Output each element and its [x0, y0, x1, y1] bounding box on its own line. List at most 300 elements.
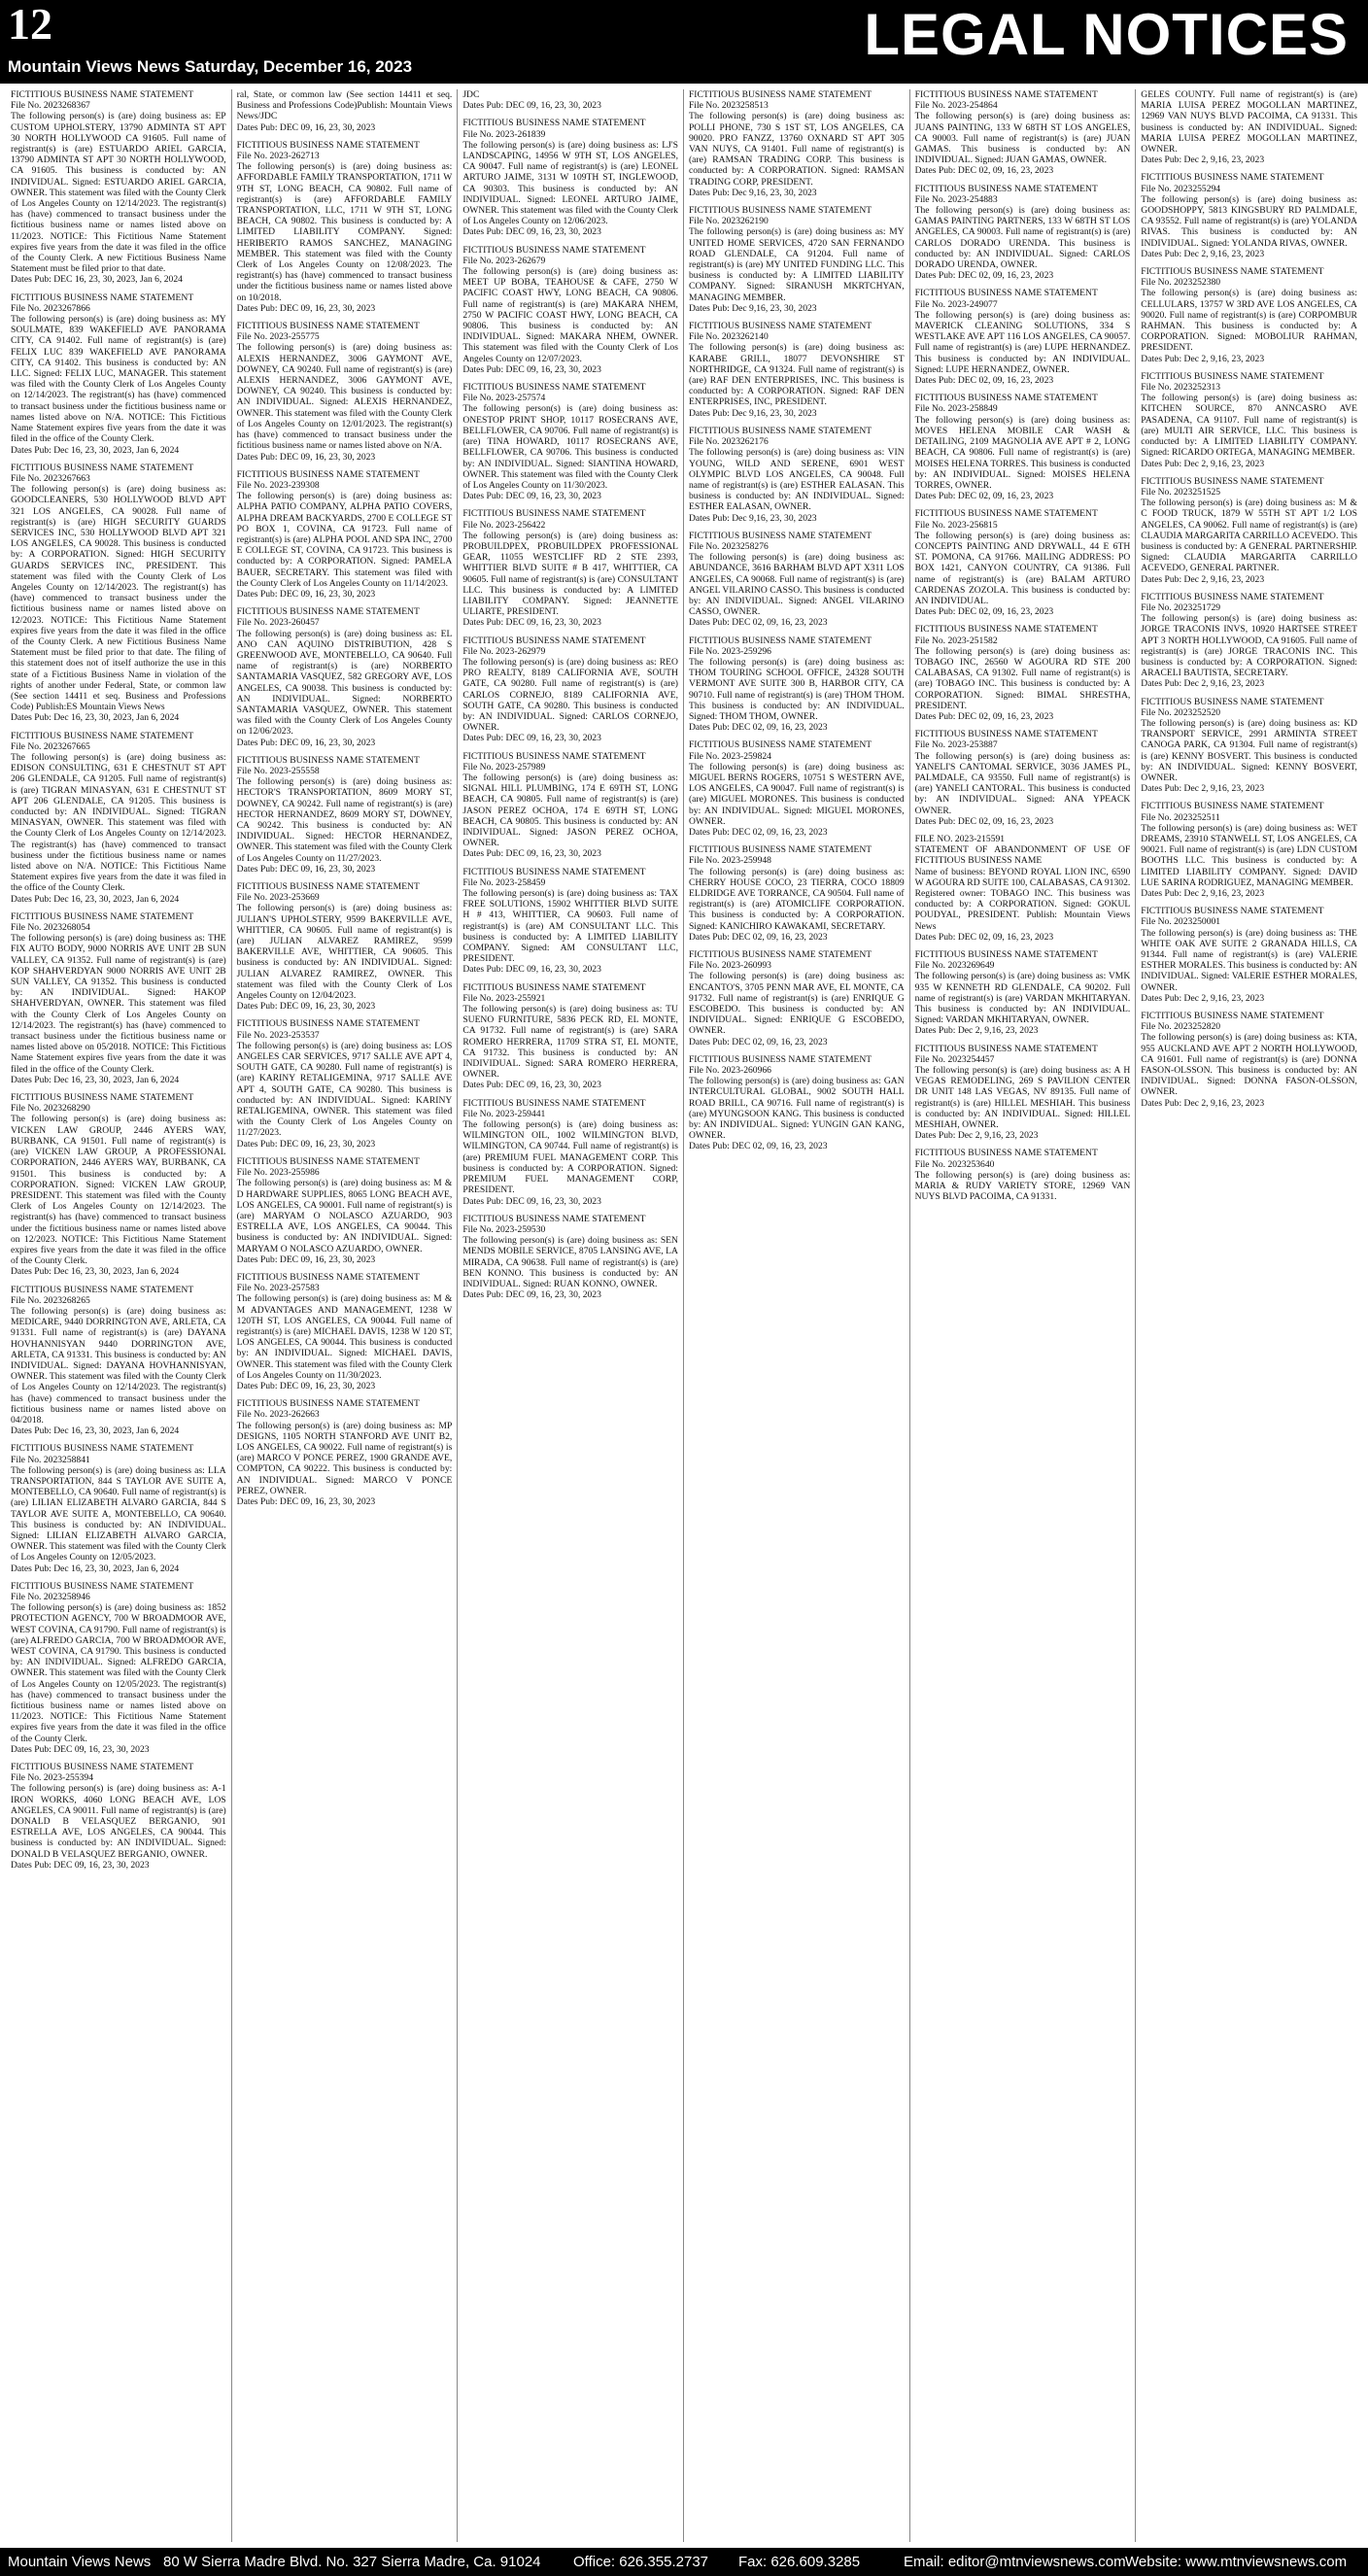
notice-body: The following person(s) is (are) doing business as: M & M ADVANTAGES AND MANAGEMENT, 1238 W 120TH ST, LOS ANGELES, CA 90044. Full name of registrant(s) is (are) MICHAEL DAVIS, 1238 W 120 ST, LOS ANGELES, CA 90044. This business is conducted by: AN INDIVIDUAL. Signed: MICHAEL DAVIS, OWNER. This statement was filed with the County Clerk of Los Angeles County on 11/30/2023. [236, 1293, 453, 1381]
notice-heading: FICTITIOUS BUSINESS NAME STATEMENT [462, 981, 646, 993]
notice-body: The following person(s) is (are) doing business as: M & D HARDWARE SUPPLIES, 8065 LONG BEACH AVE, LOS ANGELES, CA 90001. Full name of registrant(s) is (are) MARYAM O NOLASCO AZUARDO, 903 ESTRELLA AVE, LOS ANGELES, CA 90044. This business is conducted by: AN INDIVIDUAL. Signed: MARYAM O NOLASCO AZUARDO, OWNER. [236, 1178, 453, 1254]
notice-body: The following person(s) is (are) doing business as: JUANS PAINTING, 133 W 68TH ST LOS ANGELES, CA 90003. Full name of registrant(s) is (are) JUAN GAMAS. This business is conducted by: AN INDIVIDUAL. Signed: JUAN GAMAS, OWNER. [914, 111, 1131, 166]
notice-body: The following person(s) is (are) doing business as: ENCANTO'S, 3705 PENN MAR AVE, EL MONTE, CA 91732. Full name of registrant(s) is (are) ENRIQUE G ESCOBEDO. This business is conducted by: AN INDIVIDUAL. Signed: ENRIQUE G ESCOBEDO, OWNER. [688, 971, 905, 1037]
footer-publication: Mountain Views News [8, 2554, 152, 2570]
notice-file-number: File No. 2023267866 [11, 302, 90, 314]
notice-publication-dates: Dates Pub: Dec 16, 23, 30, 2023, Jan 6, 2024 [11, 1425, 180, 1437]
notice-publication-dates: Dates Pub: DEC 09, 16, 23, 30, 2023 [236, 302, 376, 314]
notice-body: The following person(s) is (are) doing business as: ALPHA PATIO COMPANY, ALPHA PATIO COVERS, ALPHA DREAM BACKYARDS, 2700 E COLLEGE ST PO BOX 1, COVINA, CA 91723. Full name of registrant(s) is (are) ALPHA POOL AND SPA INC, 2700 E COLLEGE ST, COVINA, CA 91723. This business is conducted by: A CORPORATION. Signed: PAMELA BAUER, SECRETARY. This statement was filed with the County Clerk of Los Angeles County on 11/14/2023. [236, 491, 453, 589]
notice-heading: FICTITIOUS BUSINESS NAME STATEMENT [11, 1762, 194, 1773]
notice-body: The following person(s) is (are) doing business as: MP DESIGNS, 1105 NORTH STANFORD AVE UNIT B2, LOS ANGELES, CA 90022. Full name of registrant(s) is (are) MARCO V PONCE PEREZ, 1900 GRANDE AVE, COMPTON, CA 90222. This business is conducted by: AN INDIVIDUAL. Signed: MARCO V PONCE PEREZ, OWNER. [236, 1420, 453, 1496]
legal-notice [462, 508, 678, 628]
notice-publication-dates: Dates Pub: DEC 02, 09, 16, 23, 2023 [914, 270, 1054, 282]
notice-file-number: File No. 2023-253537 [236, 1029, 320, 1041]
notice-body: The following person(s) is (are) doing business as: EP CUSTOM UPHOLSTERY, 13790 ADMINTA ST APT 30 NORTH HOLLYWOOD CA 91605. Full name of registrant(s) is (are) ESTUARDO ARIEL GARCIA, 13790 ADMINTA ST APT 30 NORTH HOLLYWOOD, CA 91605. This business is conducted by: AN INDIVIDUAL. Signed: ESTUARDO ARIEL GARCIA, OWNER. This statement was filed with the County Clerk of Los Angeles County on 12/14/2023. The registrant(s) has (have) commenced to transact business under the fictitious business name or names listed above on 11/2023. NOTICE: This Fictitious Name Statement expires five years from the date it was filed in the office of the County Clerk. A new Fictitious Business Name Statement must be filed prior to that date. [11, 111, 226, 275]
notice-heading: FICTITIOUS BUSINESS NAME STATEMENT [914, 624, 1098, 635]
notice-body: The following person(s) is (are) doing business as: MY UNITED HOME SERVICES, 4720 SAN FERNANDO ROAD GLENDALE, CA 91204. Full name of registrant(s) is (are) MY UNITED FUNDING LLC. This business is conducted by: A LIMITED LIABILITY COMPANY. Signed: SIRANUSH MKRTCHYAN, MANAGING MEMBER. [688, 226, 905, 303]
notice-file-number: File No. 2023-255558 [236, 765, 320, 776]
notice-body: The following person(s) is (are) doing business as: 1852 PROTECTION AGENCY, 700 W BROADMOOR AVE, WEST COVINA, CA 91790. Full name of registrant(s) is (are) ALFREDO GARCIA, 700 W BROADMOOR AVE, WEST COVINA, CA 91790. This business is conducted by: AN INDIVIDUAL. Signed: ALFREDO GARCIA, OWNER. This statement was filed with the County Clerk of Los Angeles County on 12/05/2023. The registrant(s) has (have) commenced to transact business under the fictitious business name or names listed above on 11/2023. NOTICE: This Fictitious Name Statement expires five years from the date it was filed in the office of the County Clerk. [11, 1602, 226, 1744]
notice-heading: FICTITIOUS BUSINESS NAME STATEMENT [688, 635, 872, 646]
notice-publication-dates: Dates Pub: Dec 2, 9,16, 23, 2023 [1141, 992, 1265, 1004]
notice-heading: FICTITIOUS BUSINESS NAME STATEMENT [1141, 172, 1324, 184]
notice-body: The following person(s) is (are) doing business as: TOBAGO INC, 26560 W AGOURA RD STE 200 CALABASAS, CA 91302. Full name of registrant(s) is (are) TOBAGO INC. This business is conducted by: A CORPORATION. Signed: BIMAL SHRESTHA, PRESIDENT. [914, 645, 1131, 711]
notice-publication-dates: Dates Pub: Dec 2, 9,16, 23, 2023 [1141, 888, 1265, 900]
notice-publication-dates: Dates Pub: DEC 09, 16, 23, 30, 2023 [236, 588, 376, 600]
notice-body: The following person(s) is (are) doing business as: JORGE TRACONIS INVS, 10920 HARTSEE STREET APT 3 NORTH HOLLYWOOD, CA 91605. Full name of registrant(s) is (are) JORGE TRACONIS INC. This business is conducted by: A CORPORATION. Signed: ARACELI BAUTISTA, SECRETARY. [1141, 613, 1357, 679]
legal-notice [462, 982, 678, 1091]
notice-publication-dates: Dates Pub: Dec 2, 9,16, 23, 2023 [1141, 1097, 1265, 1109]
notice-heading: FILE NO. 2023-215591 [914, 834, 1006, 844]
notice-file-number: STATEMENT OF ABANDONMENT OF USE OF FICTITIOUS BUSINESS NAME [914, 844, 1131, 867]
notice-heading: FICTITIOUS BUSINESS NAME STATEMENT [688, 89, 872, 100]
legal-notice [11, 1443, 226, 1573]
notice-file-number: File No. 2023262140 [688, 331, 769, 343]
notice-publication-dates: Dates Pub: Dec 16, 23, 30, 2023, Jan 6, 2024 [11, 1074, 180, 1085]
notice-heading: FICTITIOUS BUSINESS NAME STATEMENT [1141, 1011, 1324, 1022]
legal-notice [689, 739, 905, 838]
notice-column [684, 89, 910, 2542]
legal-notice [11, 1762, 226, 1871]
notice-heading: FICTITIOUS BUSINESS NAME STATEMENT [688, 321, 872, 332]
notice-publication-dates: Dates Pub: DEC 09, 16, 23, 30, 2023 [236, 1138, 376, 1150]
notice-file-number: File No. 2023-251582 [914, 635, 998, 646]
notice-body: The following person(s) is (are) doing business as: PROBUILDPEX, PROBUILDPEX PROFESSIONAL GEAR, 11055 WESTCLIFF RD 2 STE 2393, WHITTIER BLVD SUITE # B 417, WHITTIER, CA 90605. Full name of registrant(s) is (are) CONSULTANT LLC. This business is conducted by: A LIMITED LIABILITY COMPANY. Signed: JEANNETTE ULIARTE, PRESIDENT. [462, 530, 678, 618]
notice-file-number: File No. 2023-261839 [462, 128, 546, 140]
notice-heading: FICTITIOUS BUSINESS NAME STATEMENT [11, 730, 194, 741]
notice-heading: FICTITIOUS BUSINESS NAME STATEMENT [462, 244, 646, 256]
notice-heading: FICTITIOUS BUSINESS NAME STATEMENT [11, 1092, 194, 1104]
legal-notice [1141, 1011, 1357, 1109]
notice-publication-dates: Dates Pub: DEC 02, 09, 16, 23, 2023 [688, 827, 828, 838]
notice-heading: FICTITIOUS BUSINESS NAME STATEMENT [11, 1443, 194, 1455]
legal-notice [237, 881, 453, 1012]
notice-body: The following person(s) is (are) doing business as: ABUNDANCE, 3616 BARHAM BLVD APT X311 LOS ANGELES, CA 90068. Full name of registrant(s) is (are) ANGEL VILARINO CASSO. This business is conducted by: AN INDIVIDUAL. Signed: ANGEL VILARINO CASSO, OWNER. [688, 552, 905, 618]
notice-body: The following person(s) is (are) doing business as: LLA TRANSPORTATION, 844 S TAYLOR AVE SUITE A, MONTEBELLO, CA 90640. Full name of registrant(s) is (are) LILIAN ELIZABETH ALVARO GARCIA, 844 S TAYLOR AVE SUITE A, MONTEBELLO, CA 90640. This business is conducted by: AN INDIVIDUAL. Signed: LILIAN ELIZABETH ALVARO GARCIA, OWNER. This statement was filed with the County Clerk of Los Angeles County on 12/05/2023. [11, 1464, 226, 1563]
notice-file-number: File No. 2023-255986 [236, 1167, 320, 1179]
notice-heading: FICTITIOUS BUSINESS NAME STATEMENT [1141, 696, 1324, 707]
notice-body: The following person(s) is (are) doing business as: MIGUEL BERNS ROGERS, 10751 S WESTERN AVE, LOS ANGELES, CA 90047. Full name of registrant(s) is (are) MIGUEL MORONES. This business is conducted by: AN INDIVIDUAL. Signed: MIGUEL MORONES, OWNER. [688, 761, 905, 827]
notice-body: The following person(s) is (are) doing business as: HECTOR'S TRANSPORTATION, 8609 MORY ST, DOWNEY, CA 90242. Full name of registrant(s) is (are) HECTOR HERNANDEZ, 8609 MORY ST, DOWNEY, CA 90242. This business is conducted by: AN INDIVIDUAL. Signed: HECTOR HERNANDEZ, OWNER. This statement was filed with the County Clerk of Los Angeles County on 11/27/2023. [236, 776, 453, 864]
section-title: LEGAL NOTICES [864, 2, 1349, 67]
notice-heading: FICTITIOUS BUSINESS NAME STATEMENT [1141, 266, 1324, 278]
legal-notice [1141, 592, 1357, 690]
notice-publication-dates: Dates Pub: DEC 09, 16, 23, 30, 2023 [462, 226, 601, 238]
legal-notice [689, 949, 905, 1048]
legal-notice [11, 89, 226, 286]
notice-body: The following person(s) is (are) doing business as: GOODSHOPPY, 5813 KINGSBURY RD PALMDALE, CA 93552. Full name of registrant(s) is (are) YOLANDA RIVAS. This business is conducted by: AN INDIVIDUAL. Signed: YOLANDA RIVAS, OWNER. [1141, 193, 1357, 249]
notice-publication-dates: Dates Pub: Dec 16, 23, 30, 2023, Jan 6, 2024 [11, 1266, 180, 1278]
notice-body: The following person(s) is (are) doing business as: MY SOULMATE, 839 WAKEFIELD AVE PANORAMA CITY, CA 91402. Full name of registrant(s) is (are) FELIX LUC 839 WAKEFIELD AVE PANORAMA CITY, CA 91402. This business is conducted by: AN LLC. Signed: FELIX LUC, MANAGER. This statement was filed with the County Clerk of Los Angeles County on 12/14/2023. The registrant(s) has (have) commenced to transact business under the fictitious business name or names listed above on N/A. NOTICE: This Fictitious Name Statement expires five years from the date it was filed in the office of the County Clerk. [11, 314, 226, 445]
notice-file-number: File No. 2023268054 [11, 922, 90, 934]
notice-publication-dates: Dates Pub: DEC 16, 23, 30, 2023, Jan 6, 2024 [11, 274, 183, 286]
legal-notice [915, 508, 1131, 617]
legal-notice [237, 755, 453, 875]
notice-heading: FICTITIOUS BUSINESS NAME STATEMENT [688, 425, 872, 436]
issue-dateline: Mountain Views News Saturday, December 16, 2023 [8, 57, 413, 76]
legal-notice [462, 245, 678, 375]
notice-publication-dates: Dates Pub: DEC 09, 16, 23, 30, 2023 [462, 100, 601, 112]
legal-notice [462, 89, 678, 111]
notice-file-number: File No. 2023252313 [1141, 382, 1221, 394]
notice-publication-dates: Dates Pub: DEC 09, 16, 23, 30, 2023 [236, 1380, 376, 1391]
legal-notice [1141, 476, 1357, 585]
notice-heading: FICTITIOUS BUSINESS NAME STATEMENT [11, 462, 194, 473]
notice-body: JDC [462, 89, 480, 100]
notice-body: The following person(s) is (are) doing business as: JULIAN'S UPHOLSTERY, 9599 BAKERVILLE AVE, WHITTIER, CA 90605. Full name of registrant(s) is (are) JULIAN ALVAREZ RAMIREZ, 9599 BAKERVILLE AVE, WHITTIER, CA 90605. This business is conducted by: AN INDIVIDUAL. Signed: JULIAN ALVAREZ RAMIREZ, OWNER. This statement was filed with the County Clerk of Los Angeles County on 12/04/2023. [236, 903, 453, 1002]
legal-notice [237, 1156, 453, 1265]
notice-publication-dates: Dates Pub: Dec 9,16, 23, 30, 2023 [688, 407, 817, 419]
notice-body: The following person(s) is (are) doing business as: REO PRO REALTY, 8189 CALIFORNIA AVE, SOUTH GATE, CA 90280. Full name of registrant(s) is (are) CARLOS CORNEJO, 8189 CALIFORNIA AVE, SOUTH GATE, CA 90280. This business is conducted by: AN INDIVIDUAL. Signed: CARLOS CORNEJO, OWNER. [462, 656, 678, 734]
notice-publication-dates: Dates Pub: DEC 09, 16, 23, 30, 2023 [462, 964, 601, 976]
notice-publication-dates: Dates Pub: DEC 09, 16, 23, 30, 2023 [462, 733, 601, 744]
notice-file-number: File No. 2023-262679 [462, 255, 546, 266]
notice-file-number: File No. 2023-260993 [688, 960, 771, 972]
notice-heading: FICTITIOUS BUSINESS NAME STATEMENT [914, 729, 1098, 740]
legal-notice [462, 382, 678, 501]
legal-notice [1141, 371, 1357, 469]
notice-heading: FICTITIOUS BUSINESS NAME STATEMENT [236, 881, 420, 893]
legal-notice [915, 184, 1131, 282]
notice-publication-dates: Dates Pub: DEC 09, 16, 23, 30, 2023 [462, 848, 601, 860]
notice-file-number: File No. 2023252380 [1141, 277, 1221, 289]
legal-notice [689, 844, 905, 943]
legal-notice [915, 89, 1131, 177]
legal-notice [237, 140, 453, 314]
notice-body: The following person(s) is (are) doing business as: VMK 935 W KENNETH RD GLENDALE, CA 90202. Full name of registrant(s) is (are) VARDAN MKHITARYAN. This business is conducted by: AN INDIVIDUAL. Signed: VARDAN MKHITARYAN, OWNER. [914, 971, 1131, 1026]
notice-file-number: File No. 2023253640 [914, 1158, 995, 1170]
notices-columns [6, 89, 1362, 2542]
notice-body: Name of business: BEYOND ROYAL LION INC, 6590 W AGOURA RD SUITE 100, CALABASAS, CA 91302. Registered owner: TOBAGO INC. This business was conducted by: A CORPORATION. Signed: GOKUL POUDYAL, PRESIDENT. Publish: Mountain Views News [914, 866, 1131, 932]
notice-heading: FICTITIOUS BUSINESS NAME STATEMENT [688, 530, 872, 541]
notice-file-number: File No. 2023-259824 [688, 750, 771, 762]
notice-file-number: File No. 2023-255921 [462, 992, 546, 1004]
notice-heading: FICTITIOUS BUSINESS NAME STATEMENT [914, 949, 1098, 961]
legal-notice [915, 1148, 1131, 1202]
notice-file-number: File No. 2023269649 [914, 960, 995, 972]
legal-notice [11, 1285, 226, 1437]
notice-publication-dates: Dates Pub: Dec 2, 9,16, 23, 2023 [1141, 248, 1265, 259]
notice-heading: FICTITIOUS BUSINESS NAME STATEMENT [236, 1018, 420, 1030]
legal-notice [462, 1098, 678, 1207]
notice-body: The following person(s) is (are) doing business as: WET DREAMS, 23910 STANWELL ST, LOS ANGELES, CA 90021. Full name of registrant(s) is (are) LDN CUSTOM BOOTHS LLC. This business is conducted by: A LIMITED LIABILITY COMPANY. Signed: DAVID LUE SARINA RODRIGUEZ, MANAGING MEMBER. [1141, 822, 1357, 888]
legal-notice [11, 731, 226, 905]
notice-heading: FICTITIOUS BUSINESS NAME STATEMENT [688, 949, 872, 961]
notice-heading: FICTITIOUS BUSINESS NAME STATEMENT [1141, 801, 1324, 812]
legal-notice [689, 426, 905, 524]
notice-file-number: File No. 2023250001 [1141, 916, 1221, 928]
notice-publication-dates: Dates Pub: DEC 09, 16, 23, 30, 2023 [462, 1289, 601, 1301]
masthead [0, 0, 1368, 84]
notice-publication-dates: Dates Pub: DEC 02, 09, 16, 23, 2023 [688, 722, 828, 734]
notice-column [1136, 89, 1362, 2542]
notice-publication-dates: Dates Pub: Dec 16, 23, 30, 2023, Jan 6, 2024 [11, 712, 180, 724]
legal-notice [11, 1092, 226, 1277]
legal-notice [11, 292, 226, 456]
notice-heading: FICTITIOUS BUSINESS NAME STATEMENT [11, 292, 194, 303]
notice-publication-dates: Dates Pub: DEC 09, 16, 23, 30, 2023 [462, 617, 601, 629]
notice-file-number: File No. 2023-257574 [462, 393, 546, 404]
notice-file-number: File No. 2023-262713 [236, 151, 320, 162]
notice-body: The following person(s) is (are) doing business as: THE FIX AUTO BODY, 9000 NORRIS AVE UNIT 2B SUN VALLEY, CA 91352. Full name of registrant(s) is (are) KOP SHAHVERDYAN 9000 NORRIS AVE UNIT 2B SUN VALLEY, CA 91352. This business is conducted by: AN INDIVIDUAL. Signed: HAKOP SHAHVERDYAN, OWNER. This statement was filed with the County Clerk of Los Angeles County on 12/14/2023. The registrant(s) has (have) commenced to transact business under the fictitious business name or names listed above on 05/2018. NOTICE: This Fictitious Name Statement expires five years from the date it was filed in the office of the County Clerk. [11, 933, 226, 1075]
notice-heading: FICTITIOUS BUSINESS NAME STATEMENT [688, 1053, 872, 1065]
notice-body: The following person(s) is (are) doing business as: CHERRY HOUSE COCO, 23 TIERRA, COCO 18809 ELDRIDGE AVE TORRANCE, CA 90504. Full name of registrant(s) is (are) ATOMICLIFE CORPORATION. This business is conducted by: A CORPORATION. Signed: KANICHIRO KAWAKAMI, SECRETARY. [688, 866, 905, 932]
notice-body: The following person(s) is (are) doing business as: AFFORDABLE FAMILY TRANSPORTATION, 1711 W 9TH ST, LONG BEACH, CA 90802. Full name of registrant(s) is (are) AFFORDABLE FAMILY TRANSPORTATION, LLC, 1711 W 9TH ST, LONG BEACH, CA 90802. This business is conducted by: A LIMITED LIABILITY COMPANY. Signed: HERIBERTO RAMOS SANCHEZ, MANAGING MEMBER. This statement was filed with the County Clerk of Los Angeles County on 12/08/2023. The registrant(s) has (have) commenced to transact business under the fictitious business name or names listed above on 10/2018. [236, 161, 453, 303]
notice-body: The following person(s) is (are) doing business as: POLLI PHONE, 730 S 1ST ST, LOS ANGELES, CA 90020. PRO FANZZ, 13760 OXNARD ST APT 305 VAN NUYS, CA 91401. Full name of registrant(s) is (are) RAMSAN TRADING CORP. This business is conducted by: A CORPORATION. Signed: RAMSAN TRADING CORP, PRESIDENT. [688, 111, 905, 188]
legal-notice [1141, 89, 1357, 165]
notice-publication-dates: Dates Pub: DEC 02, 09, 16, 23, 2023 [914, 491, 1054, 502]
notice-heading: FICTITIOUS BUSINESS NAME STATEMENT [1141, 591, 1324, 602]
notice-file-number: File No. 2023-260966 [688, 1065, 771, 1077]
notice-heading: FICTITIOUS BUSINESS NAME STATEMENT [688, 205, 872, 217]
notice-file-number: File No. 2023255294 [1141, 183, 1221, 194]
notice-body: The following person(s) is (are) doing business as: TAX FREE SOLUTIONS, 15902 WHITTIER BLVD SUITE H # 413, WHITTIER, CA 90603. Full name of registrant(s) is (are) AM CONSULTANT LLC. This business is conducted by: A LIMITED LIABILITY COMPANY. Signed: AM CONSULTANT LLC, PRESIDENT. [462, 888, 678, 965]
notice-file-number: File No. 2023-262663 [236, 1409, 320, 1421]
footer-office-phone: Office: 626.355.2737 [573, 2554, 708, 2570]
legal-notice [689, 89, 905, 198]
notice-publication-dates: Dates Pub: DEC 02, 09, 16, 23, 2023 [914, 710, 1054, 722]
notice-heading: FICTITIOUS BUSINESS NAME STATEMENT [236, 1271, 420, 1283]
notice-heading: FICTITIOUS BUSINESS NAME STATEMENT [914, 183, 1098, 194]
notice-heading: FICTITIOUS BUSINESS NAME STATEMENT [11, 910, 194, 922]
legal-notice [915, 834, 1131, 943]
notice-body: The following person(s) is (are) doing business as: MEDICARE, 9440 DORRINGTON AVE, ARLETA, CA 91331. Full name of registrant(s) is (are) DAYANA HOVHANNISYAN 9440 DORRINGTON AVE, ARLETA, CA 91331. This business is conducted by: AN INDIVIDUAL. Signed: DAYANA HOVHANNISYAN, OWNER. This statement was filed with the County Clerk of Los Angeles County on 12/14/2023. The registrant(s) has (have) commenced to transact business under the fictitious business name or names listed above on 04/2018. [11, 1305, 226, 1425]
notice-publication-dates: Dates Pub: DEC 02, 09, 16, 23, 2023 [914, 815, 1054, 827]
notice-publication-dates: Dates Pub: DEC 02, 09, 16, 23, 2023 [688, 1036, 828, 1048]
legal-notice [915, 288, 1131, 386]
notice-heading: FICTITIOUS BUSINESS NAME STATEMENT [11, 89, 194, 100]
notice-publication-dates: Dates Pub: DEC 02, 09, 16, 23, 2023 [914, 606, 1054, 618]
notice-body: The following person(s) is (are) doing business as: THE WHITE OAK AVE SUITE 2 GRANADA HILLS, CA 91344. Full name of registrant(s) is (are) VALERIE ESTHER MORALES. This business is conducted by: AN INDIVIDUAL. Signed: VALERIE ESTHER MORALES, OWNER. [1141, 927, 1357, 993]
notice-body: The following person(s) is (are) doing business as: LJ'S LANDSCAPING, 14956 W 9TH ST, LOS ANGELES, CA 90047. Full name of registrant(s) is (are) LEONEL ARTURO JAIME, 3131 W 109TH ST, INGLEWOOD, CA 90303. This business is conducted by: AN INDIVIDUAL. Signed: LEONEL ARTURO JAIME, OWNER. This statement was filed with the County Clerk of Los Angeles County on 12/06/2023. [462, 139, 678, 227]
footer-email: Email: editor@mtnviewsnews.com [904, 2554, 1126, 2570]
notice-publication-dates: Dates Pub: DEC 02, 09, 16, 23, 2023 [688, 1141, 828, 1152]
notice-column [910, 89, 1137, 2542]
legal-notice [915, 393, 1131, 501]
legal-notice [1141, 906, 1357, 1004]
notice-file-number: File No. 2023-259948 [688, 855, 771, 867]
notice-heading: FICTITIOUS BUSINESS NAME STATEMENT [914, 288, 1098, 299]
notice-heading: FICTITIOUS BUSINESS NAME STATEMENT [1141, 370, 1324, 382]
legal-notice [915, 1044, 1131, 1142]
notice-body: The following person(s) is (are) doing business as: VICKEN LAW GROUP, 2446 AYERS WAY, BURBANK, CA 91501. Full name of registrant(s) is (are) VICKEN LAW GROUP, A PROFESSIONAL CORPORATION, 2446 AYERS WAY, BURBANK, CA 91501. This business is conducted by: A CORPORATION. Signed: VICKEN LAW GROUP, PRESIDENT. This statement was filed with the County Clerk of Los Angeles County on 12/14/2023. The registrant(s) has (have) commenced to transact business under the fictitious business name or names listed above on 12/2023. NOTICE: This Fictitious Name Statement expires five years from the date it was filed in the office of the County Clerk. [11, 1114, 226, 1267]
notice-publication-dates: Dates Pub: DEC 09, 16, 23, 30, 2023 [236, 451, 376, 463]
notice-heading: FICTITIOUS BUSINESS NAME STATEMENT [236, 1398, 420, 1410]
notice-publication-dates: Dates Pub: Dec 9,16, 23, 30, 2023 [688, 512, 817, 524]
notice-file-number: File No. 2023262176 [688, 436, 769, 448]
notice-body: The following person(s) is (are) doing business as: KTA, 955 AUCKLAND AVE APT 2 NORTH HOLLYWOOD, CA 91601. Full name of registrant(s) is (are) DONNA FASON-OLSSON. This business is conducted by: AN INDIVIDUAL. Signed: DONNA FASON-OLSSON, OWNER. [1141, 1032, 1357, 1098]
notice-heading: FICTITIOUS BUSINESS NAME STATEMENT [11, 1284, 194, 1295]
legal-notice [462, 118, 678, 237]
notice-file-number: File No. 2023258276 [688, 540, 769, 552]
notice-file-number: File No. 2023262190 [688, 216, 769, 227]
notice-heading: FICTITIOUS BUSINESS NAME STATEMENT [1141, 906, 1324, 917]
legal-notice [689, 531, 905, 629]
legal-notice [1141, 172, 1357, 259]
notice-heading: FICTITIOUS BUSINESS NAME STATEMENT [462, 382, 646, 394]
notice-body: The following person(s) is (are) doing business as: EDISON CONSULTING, 631 E CHESTNUT ST APT 206 GLENDALE, CA 91205. Full name of registrant(s) is (are) TIGRAN MINASYAN, 631 E CHESTNUT ST APT 206 GLENDALE, CA 91205. This business is conducted by: AN INDIVIDUAL. Signed: TIGRAN MINASYAN, OWNER. This statement was filed with the County Clerk of Los Angeles County on 12/14/2023. The registrant(s) has (have) commenced to transact business under the fictitious business name or names listed above on N/A. NOTICE: This Fictitious Name Statement expires five years from the date it was filed in the office of the County Clerk. [11, 751, 226, 894]
notice-heading: FICTITIOUS BUSINESS NAME STATEMENT [462, 1097, 646, 1109]
notice-publication-dates: Dates Pub: DEC 09, 16, 23, 30, 2023 [462, 1080, 601, 1091]
legal-notice [462, 635, 678, 744]
notice-body: The following person(s) is (are) doing business as: A H VEGAS REMODELING, 269 S PAVILION CENTER DR UNIT 148 LAS VEGAS, NV 89135. Full name of registrant(s) is (are) HILLEL MESHIAH. This business is conducted by: AN INDIVIDUAL. Signed: HILLEL MESHIAH, OWNER. [914, 1065, 1131, 1131]
notice-body: The following person(s) is (are) doing business as: M & C FOOD TRUCK, 1879 W 55TH ST APT 1/2 LOS ANGELES, CA 90062. Full name of registrant(s) is (are) CLAUDIA MARGARITA CARRILLO ACEVEDO. This business is conducted by: A GENERAL PARTNERSHIP. Signed: CLAUDIA MARGARITA CARRILLO ACEVEDO, GENERAL PARTNER. [1141, 498, 1357, 574]
notice-file-number: File No. 2023-249077 [914, 298, 998, 310]
notice-body: The following person(s) is (are) doing business as: A-1 IRON WORKS, 4060 LONG BEACH AVE, LOS ANGELES, CA 90011. Full name of registrant(s) is (are) DONALD B VELASQUEZ BERGANIO, 901 ESTRELLA AVE, LOS ANGELES, CA 90044. This business is conducted by: AN INDIVIDUAL. Signed: DONALD B VELASQUEZ BERGANIO, OWNER. [11, 1783, 226, 1860]
legal-notice [462, 751, 678, 860]
notice-heading: FICTITIOUS BUSINESS NAME STATEMENT [462, 118, 646, 129]
notice-publication-dates: Dates Pub: Dec 2, 9,16, 23, 2023 [1141, 353, 1265, 364]
notice-file-number: File No. 2023-255775 [236, 331, 320, 343]
notice-file-number: File No. 2023251525 [1141, 486, 1221, 498]
notice-file-number: File No. 2023252511 [1141, 811, 1220, 823]
notice-file-number: File No. 2023-259296 [688, 645, 771, 657]
notice-file-number: File No. 2023-256422 [462, 519, 546, 531]
notice-file-number: File No. 2023-239308 [236, 479, 320, 491]
notice-body: The following person(s) is (are) doing business as: CONCEPTS PAINTING AND DRYWALL, 44 E 6TH ST. POMONA, CA 91766. MAILING ADDRESS: PO BOX 1421, CANYON COUNTRY, CA 91386. Full name of registrant(s) is (are) BALAM ARTURO CARDENAS ZOZOLA. This business is conducted by: AN INDIVIDUAL. [914, 530, 1131, 606]
notice-body: The following person(s) is (are) doing business as: GOODCLEANERS, 530 HOLLYWOOD BLVD APT 321 LOS ANGELES, CA 90028. Full name of registrant(s) is (are) HIGH SECURITY GUARDS SERVICES INC, 530 HOLLYWOOD BLVD APT 321 LOS ANGELES, CA 90028. This business is conducted by: A CORPORATION. Signed: HIGH SECURITY GUARDS SERVICES INC, PRESIDENT. This statement was filed with the County Clerk of Los Angeles County on 12/14/2023. The registrant(s) has (have) commenced to transact business under the fictitious business name or names listed above on 12/2023. NOTICE: This Fictitious Name Statement expires five years from the date it was filed in the office of the County Clerk. A new Fictitious Business Name Statement must be filed prior to that date. The filing of this statement does not of itself authorize the use in this state of a Fictitious Business Name in violation of the rights of another under Federal, State, or common law (See section 14411 et seq. Business and Professions Code) Publish:ES Mountain Views News [11, 484, 226, 713]
notice-heading: FICTITIOUS BUSINESS NAME STATEMENT [688, 739, 872, 751]
notice-publication-dates: Dates Pub: Dec 2, 9,16, 23, 2023 [914, 1130, 1039, 1142]
notice-heading: FICTITIOUS BUSINESS NAME STATEMENT [1141, 475, 1324, 487]
legal-notice [689, 205, 905, 314]
legal-notice [237, 469, 453, 600]
notice-column [6, 89, 232, 2542]
notice-column [232, 89, 459, 2542]
notice-heading: FICTITIOUS BUSINESS NAME STATEMENT [462, 750, 646, 762]
legal-notice [237, 89, 453, 133]
notice-publication-dates: Dates Pub: DEC 02, 09, 16, 23, 2023 [914, 375, 1054, 387]
notice-heading: FICTITIOUS BUSINESS NAME STATEMENT [236, 754, 420, 766]
notice-body: The following person(s) is (are) doing business as: TU SUENO FURNITURE, 5836 PECK RD, EL MONTE, CA 91732. Full name of registrant(s) is (are) SARA ROMERO HERRERA, 11709 STRA ST, EL MONTE, CA 91732. This business is conducted by: AN INDIVIDUAL. Signed: SARA ROMERO HERRERA, OWNER. [462, 1004, 678, 1081]
notice-file-number: File No. 2023-262979 [462, 645, 546, 657]
legal-notice [462, 1214, 678, 1301]
notice-file-number: File No. 2023-258459 [462, 876, 546, 888]
notice-publication-dates: Dates Pub: DEC 09, 16, 23, 30, 2023 [462, 1195, 601, 1207]
notice-body: The following person(s) is (are) doing business as: ONESTOP PRINT SHOP, 10117 ROSECRANS AVE, BELLFLOWER, CA 90706. Full name of registrant(s) is (are) TINA HOWARD, 10117 ROSECRANS AVE, BELLFLOWER, CA 90706. This business is conducted by: AN INDIVIDUAL. Signed: SIANTINA HOWARD, OWNER. This statement was filed with the County Clerk of Los Angeles County on 11/30/2023. [462, 403, 678, 491]
notice-body: The following person(s) is (are) doing business as: SEN MENDS MOBILE SERVICE, 8705 LANSING AVE, LA MIRADA, CA 90638. Full name of registrant(s) is (are) BEN KONNO. This business is conducted by: AN INDIVIDUAL. Signed: RUAN KONNO, OWNER. [462, 1235, 678, 1289]
legal-notice [237, 1018, 453, 1149]
notice-file-number: File No. 2023-257989 [462, 761, 546, 773]
legal-notice [11, 463, 226, 724]
notice-heading: FICTITIOUS BUSINESS NAME STATEMENT [462, 1213, 646, 1224]
notice-file-number: File No. 2023258841 [11, 1454, 90, 1465]
notice-body: The following person(s) is (are) doing business as: KARABE GRILL, 18077 DEVONSHIRE ST NORTHRIDGE, CA 91324. Full name of registrant(s) is (are) RAF DEN ENTERPRISES, INC. This business is conducted by: A CORPORATION. Signed: RAF DEN ENTERPRISES, INC, PRESIDENT. [688, 342, 905, 408]
notice-body: The following person(s) is (are) doing business as: GAN INTERCULTURAL GLOBAL, 9002 SOUTH HALL ROAD BRILL, CA 90716. Full name of registrant(s) is (are) MYUNGSOON KANG. This business is conducted by: AN INDIVIDUAL. Signed: YUNGIN GAN KANG, OWNER. [688, 1076, 905, 1142]
notice-body: The following person(s) is (are) doing business as: SIGNAL HILL PLUMBING, 174 E 69TH ST, LONG BEACH, CA 90805. Full name of registrant(s) is (are) JASON PEREZ OCHOA, 174 E 69TH ST, LONG BEACH, CA 90805. This business is conducted by: AN INDIVIDUAL. Signed: JASON PEREZ OCHOA, OWNER. [462, 772, 678, 849]
legal-notice [689, 1054, 905, 1152]
notice-publication-dates: Dates Pub: DEC 02, 09, 16, 23, 2023 [688, 931, 828, 943]
notice-body: GELES COUNTY. Full name of registrant(s) is (are) MARIA LUISA PEREZ MOGOLLAN MARTINEZ, 12969 VAN NUYS BLVD PACOIMA, CA 91331. This business is conducted by: AN INDIVIDUAL. Signed: MARIA LUISA PEREZ MOGOLLAN MARTINEZ, OWNER. [1141, 89, 1357, 155]
notice-body: The following person(s) is (are) doing business as: THOM TOURING SCHOOL OFFICE, 24328 SOUTH VERMONT AVE SUITE 300 B, HARBOR CITY, CA 90710. Full name of registrant(s) is (are) THOM THOM. This business is conducted by: AN INDIVIDUAL. Signed: THOM THOM, OWNER. [688, 656, 905, 722]
notice-heading: FICTITIOUS BUSINESS NAME STATEMENT [236, 1155, 420, 1167]
notice-body: The following person(s) is (are) doing business as: KD TRANSPORT SERVICE, 2991 ARMINTA STREET CANOGA PARK, CA 91304. Full name of registrant(s) is (are) KENNY BOSVERT. This business is conducted by: AN INDIVIDUAL. Signed: KENNY BOSVERT, OWNER. [1141, 717, 1357, 783]
notice-heading: FICTITIOUS BUSINESS NAME STATEMENT [236, 606, 420, 618]
notice-publication-dates: Dates Pub: Dec 16, 23, 30, 2023, Jan 6, 2024 [11, 444, 180, 456]
legal-notice [915, 949, 1131, 1037]
notice-file-number: File No. 2023268290 [11, 1103, 90, 1115]
footer-fax: Fax: 626.609.3285 [738, 2554, 861, 2570]
notice-heading: FICTITIOUS BUSINESS NAME STATEMENT [914, 1148, 1098, 1159]
notice-body: The following person(s) is (are) doing business as: MARIA & RUDY VARIETY STORE, 12969 VAN NUYS BLVD PACOIMA, CA 91331. [914, 1169, 1131, 1203]
notice-publication-dates: Dates Pub: DEC 02, 09, 16, 23, 2023 [914, 931, 1054, 943]
notice-file-number: File No. 2023-258849 [914, 403, 998, 415]
notice-file-number: File No. 2023252820 [1141, 1021, 1221, 1033]
notice-body: The following person(s) is (are) doing business as: MOVES HELENA MOBILE CAR WASH & DETAILING, 2109 MAGNOLIA AVE APT # 2, LONG BEACH, CA 90806. Full name of registrant(s) is (are) MOISES HELENA TORRES. This business is conducted by: AN INDIVIDUAL. Signed: MOISES HELENA TORRES, OWNER. [914, 414, 1131, 491]
notice-file-number: File No. 2023-253669 [236, 892, 320, 904]
footer-website: Website: www.mtnviewsnews.com [1125, 2554, 1348, 2570]
legal-notice [462, 867, 678, 976]
notice-publication-dates: Dates Pub: DEC 09, 16, 23, 30, 2023 [236, 121, 376, 133]
legal-notice [237, 1398, 453, 1507]
legal-notice [1141, 266, 1357, 364]
legal-notice [11, 1581, 226, 1755]
notice-file-number: File No. 2023-259530 [462, 1223, 546, 1235]
legal-notice [1141, 697, 1357, 795]
notice-file-number: File No. 2023268265 [11, 1294, 90, 1306]
legal-notice [237, 1272, 453, 1391]
notice-publication-dates: Dates Pub: DEC 09, 16, 23, 30, 2023 [236, 863, 376, 875]
notice-heading: FICTITIOUS BUSINESS NAME STATEMENT [236, 139, 420, 151]
notice-publication-dates: Dates Pub: Dec 2, 9,16, 23, 2023 [1141, 678, 1265, 690]
notice-heading: FICTITIOUS BUSINESS NAME STATEMENT [236, 321, 420, 332]
notice-publication-dates: Dates Pub: DEC 09, 16, 23, 30, 2023 [11, 1859, 150, 1871]
notice-body: ral, State, or common law (See section 14411 et seq. Business and Professions Code)Publish: Mountain Views News/JDC [236, 89, 453, 122]
notice-file-number: File No. 2023258513 [688, 100, 769, 112]
notice-heading: FICTITIOUS BUSINESS NAME STATEMENT [462, 635, 646, 646]
notice-publication-dates: Dates Pub: Dec 2, 9,16, 23, 2023 [1141, 783, 1265, 795]
footer-address: 80 W Sierra Madre Blvd. No. 327 Sierra Madre, Ca. 91024 [163, 2554, 541, 2570]
notice-body: The following person(s) is (are) doing business as: MEET UP BOBA, TEAHOUSE & CAFE, 2750 W PACIFIC COAST HWY, LONG BEACH, CA 90806. Full name of registrant(s) is (are) MAKARA NHEM, 2750 W PACIFIC COAST HWY, LONG BEACH, CA 90806. This business is conducted by: AN INDIVIDUAL. Signed: MAKARA NHEM, OWNER. This statement was filed with the County Clerk of Los Angeles County on 12/07/2023. [462, 266, 678, 364]
notice-file-number: File No. 2023-255394 [11, 1772, 94, 1784]
notice-publication-dates: Dates Pub: DEC 09, 16, 23, 30, 2023 [236, 1001, 376, 1013]
legal-notice [237, 606, 453, 748]
notice-publication-dates: Dates Pub: Dec 2, 9,16, 23, 2023 [1141, 573, 1265, 585]
legal-notice [915, 729, 1131, 827]
notice-file-number: File No. 2023268367 [11, 100, 90, 112]
notice-publication-dates: Dates Pub: DEC 02, 09, 16, 23, 2023 [688, 617, 828, 629]
notice-publication-dates: Dates Pub: Dec 2, 9,16, 23, 2023 [914, 1025, 1039, 1037]
notice-publication-dates: Dates Pub: Dec 16, 23, 30, 2023, Jan 6, 2024 [11, 1563, 180, 1574]
notice-publication-dates: Dates Pub: DEC 09, 16, 23, 30, 2023 [236, 1495, 376, 1507]
notice-publication-dates: Dates Pub: DEC 09, 16, 23, 30, 2023 [462, 363, 601, 375]
notice-body: The following person(s) is (are) doing business as: WILMINGTON OIL, 1002 WILMINGTON BLVD, WILMINGTON, CA 90744. Full name of registrant(s) is (are) PREMIUM FUEL MANAGEMENT CORP. This business is conducted by: A CORPORATION. Signed: PREMIUM FUEL MANAGEMENT CORP, PRESIDENT. [462, 1119, 678, 1196]
notice-file-number: File No. 2023254457 [914, 1053, 995, 1065]
notice-body: The following person(s) is (are) doing business as: KITCHEN SOURCE, 870 ANNCASRO AVE PASADENA, CA 91107. Full name of registrant(s) is (are) MULTI AIR SERVICE, LLC. This business is conducted by: A LIMITED LIABILITY COMPANY. Signed: RICARDO ORTEGA, MANAGING MEMBER. [1141, 393, 1357, 459]
legal-notice [915, 624, 1131, 722]
notice-column [458, 89, 684, 2542]
legal-notice [11, 911, 226, 1085]
notice-heading: FICTITIOUS BUSINESS NAME STATEMENT [462, 866, 646, 877]
notice-file-number: File No. 2023-259441 [462, 1108, 546, 1119]
legal-notice [1141, 801, 1357, 899]
notice-file-number: File No. 2023-256815 [914, 519, 998, 531]
notice-heading: FICTITIOUS BUSINESS NAME STATEMENT [462, 508, 646, 520]
notice-publication-dates: Dates Pub: DEC 09, 16, 23, 30, 2023 [11, 1743, 150, 1755]
legal-notice [237, 321, 453, 463]
notice-publication-dates: Dates Pub: Dec 9,16, 23, 30, 2023 [688, 302, 817, 314]
notice-file-number: File No. 2023-254864 [914, 100, 998, 112]
notice-file-number: File No. 2023-254883 [914, 193, 998, 205]
notice-heading: FICTITIOUS BUSINESS NAME STATEMENT [914, 1043, 1098, 1054]
notice-file-number: File No. 2023-253887 [914, 739, 998, 751]
notice-heading: FICTITIOUS BUSINESS NAME STATEMENT [688, 844, 872, 856]
notice-publication-dates: Dates Pub: Dec 9,16, 23, 30, 2023 [688, 187, 817, 198]
legal-notice [689, 635, 905, 734]
notice-file-number: File No. 2023-257583 [236, 1283, 320, 1294]
notice-publication-dates: Dates Pub: DEC 09, 16, 23, 30, 2023 [236, 737, 376, 748]
notice-file-number: File No. 2023-260457 [236, 617, 320, 629]
notice-publication-dates: Dates Pub: Dec 16, 23, 30, 2023, Jan 6, 2024 [11, 893, 180, 905]
